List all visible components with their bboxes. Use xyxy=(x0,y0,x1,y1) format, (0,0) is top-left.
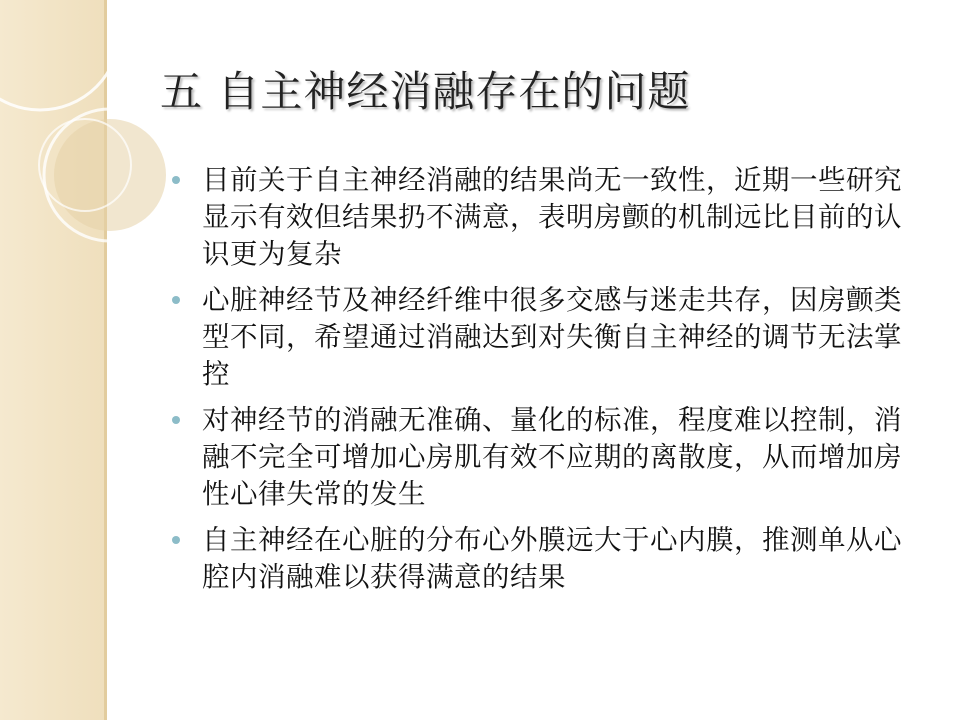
bullet-text: 自主神经在心脏的分布心外膜远大于心内膜，推测单从心腔内消融难以获得满意的结果 xyxy=(202,524,902,593)
bullet-dot-icon xyxy=(172,536,180,544)
bullet-text: 心脏神经节及神经纤维中很多交感与迷走共存，因房颤类型不同，希望通过消融达到对失衡自主神经的调节无法掌控 xyxy=(202,284,902,390)
bullet-dot-icon xyxy=(172,176,180,184)
bullet-dot-icon xyxy=(172,416,180,424)
deco-circle-fill xyxy=(54,119,166,231)
bullet-item xyxy=(172,162,917,273)
slide-title: 五 自主神经消融存在的问题 xyxy=(160,67,691,116)
bullet-list xyxy=(172,162,917,605)
deco-circle-large xyxy=(0,0,120,110)
bullet-text: 对神经节的消融无准确、量化的标准，程度难以控制，消融不完全可增加心房肌有效不应期的离散度，从而增加房性心律失常的发生 xyxy=(202,404,902,510)
bullet-item xyxy=(172,402,917,513)
bullet-dot-icon xyxy=(172,296,180,304)
bullet-text: 目前关于自主神经消融的结果尚无一致性，近期一些研究显示有效但结果扔不满意，表明房颤的机制远比目前的认识更为复杂 xyxy=(202,164,902,270)
bullet-item xyxy=(172,282,917,393)
bullet-item xyxy=(172,522,917,596)
